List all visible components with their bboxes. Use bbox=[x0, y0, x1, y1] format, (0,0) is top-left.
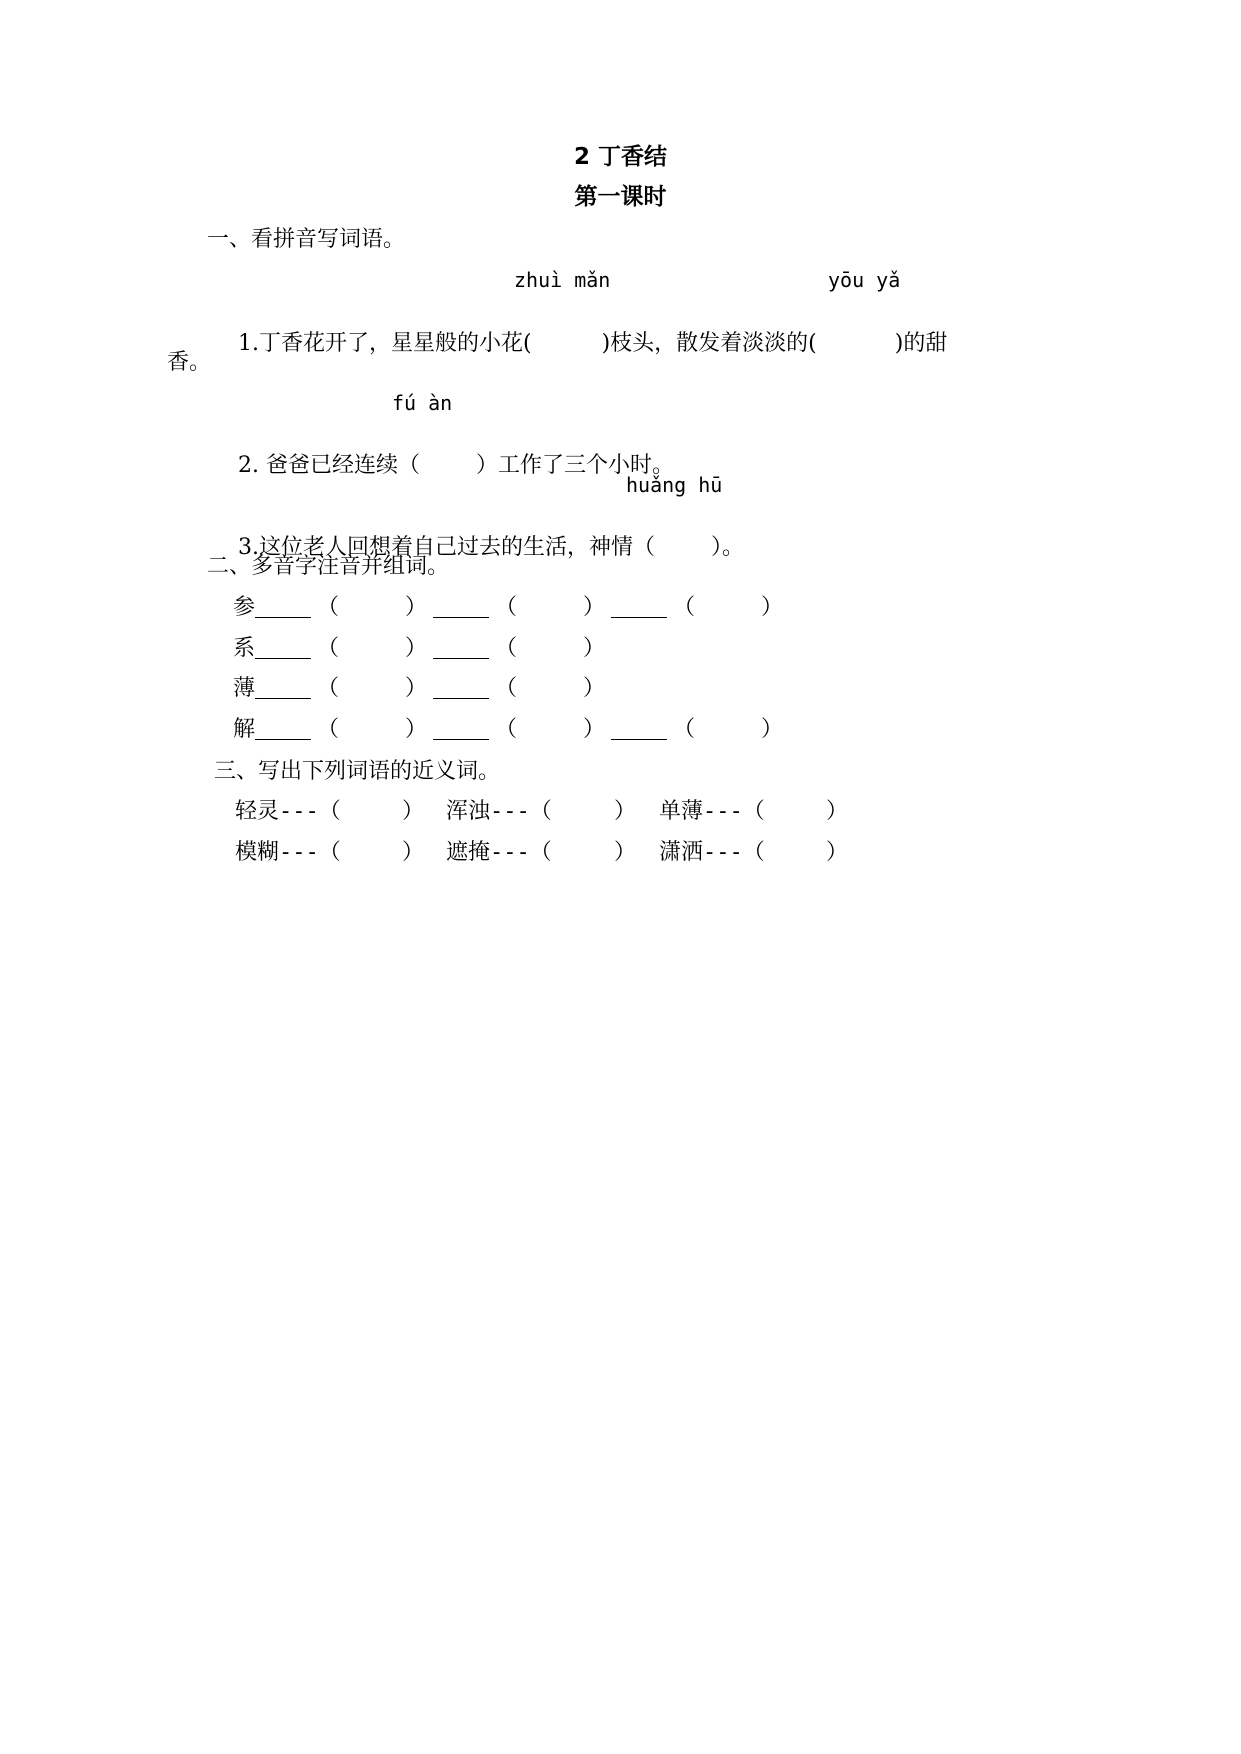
word-blank[interactable] bbox=[519, 597, 585, 621]
pinyin-blank-line[interactable] bbox=[433, 617, 489, 618]
close-paren: ） bbox=[583, 717, 606, 742]
open-paren: （ bbox=[673, 717, 696, 742]
q1-text-part2: )枝头，散发着淡淡的( bbox=[601, 331, 817, 356]
q3-text-part2: ）。 bbox=[710, 535, 744, 560]
pinyin-blank-line[interactable] bbox=[433, 658, 489, 659]
open-paren: （ bbox=[317, 595, 340, 620]
close-paren: ） bbox=[761, 717, 784, 742]
open-paren: （ bbox=[317, 636, 340, 661]
q1-pinyin-a: zhuì mǎn bbox=[514, 268, 611, 292]
close-paren: ） bbox=[405, 717, 428, 742]
q1-text-part1: 1.丁香花开了，星星般的小花( bbox=[237, 331, 532, 356]
close-paren: ） bbox=[761, 595, 784, 620]
close-paren: ） bbox=[583, 676, 606, 701]
synonym-blank[interactable] bbox=[561, 801, 611, 825]
open-paren: （ bbox=[495, 636, 518, 661]
q3-pinyin: huǎng hū bbox=[626, 473, 723, 497]
section1-heading: 一、看拼音写词语。 bbox=[207, 227, 406, 252]
word-blank[interactable] bbox=[519, 719, 585, 743]
synonym-blank[interactable] bbox=[561, 842, 611, 866]
word-blank[interactable] bbox=[341, 719, 407, 743]
q2-line bbox=[210, 433, 674, 499]
synonym-prompt: 模糊---（ bbox=[235, 840, 341, 865]
close-paren: ） bbox=[614, 799, 637, 824]
close-paren: ） bbox=[405, 676, 428, 701]
close-paren: ） bbox=[826, 799, 849, 824]
open-paren: （ bbox=[317, 676, 340, 701]
pinyin-blank-line[interactable] bbox=[433, 739, 489, 740]
word-blank[interactable] bbox=[519, 638, 585, 662]
word-blank[interactable] bbox=[697, 597, 763, 621]
section2-heading: 二、多音字注音并组词。 bbox=[207, 554, 450, 579]
polyphone-char: 系 bbox=[233, 636, 256, 661]
pinyin-blank-line[interactable] bbox=[255, 617, 311, 618]
q2-text-part1: 2. 爸爸已经连续（ bbox=[237, 453, 420, 478]
synonym-prompt: 遮掩---（ bbox=[446, 840, 552, 865]
word-blank[interactable] bbox=[519, 678, 585, 702]
synonym-blank[interactable] bbox=[774, 801, 824, 825]
q1-text-part3: )的甜 bbox=[894, 331, 948, 356]
pinyin-blank-line[interactable] bbox=[433, 698, 489, 699]
close-paren: ） bbox=[583, 636, 606, 661]
word-blank[interactable] bbox=[341, 597, 407, 621]
page-subtitle: 第一课时 bbox=[574, 184, 667, 210]
open-paren: （ bbox=[495, 717, 518, 742]
pinyin-blank-line[interactable] bbox=[255, 658, 311, 659]
pinyin-blank-line[interactable] bbox=[611, 739, 667, 740]
pinyin-blank-line[interactable] bbox=[255, 698, 311, 699]
pinyin-blank-line[interactable] bbox=[611, 617, 667, 618]
close-paren: ） bbox=[405, 595, 428, 620]
synonym-blank[interactable] bbox=[774, 842, 824, 866]
q1-pinyin-b: yōu yǎ bbox=[828, 268, 901, 292]
q2-text-part2: ）工作了三个小时。 bbox=[475, 453, 674, 478]
word-blank[interactable] bbox=[341, 678, 407, 702]
word-blank[interactable] bbox=[341, 638, 407, 662]
polyphone-char: 薄 bbox=[233, 676, 256, 701]
close-paren: ） bbox=[614, 840, 637, 865]
close-paren: ） bbox=[405, 636, 428, 661]
word-blank[interactable] bbox=[697, 719, 763, 743]
close-paren: ） bbox=[583, 595, 606, 620]
synonym-prompt: 浑浊---（ bbox=[446, 799, 552, 824]
pinyin-blank-line[interactable] bbox=[255, 739, 311, 740]
polyphone-char: 参 bbox=[233, 595, 256, 620]
synonym-prompt: 轻灵---（ bbox=[235, 799, 341, 824]
close-paren: ） bbox=[826, 840, 849, 865]
open-paren: （ bbox=[495, 676, 518, 701]
q1-line1 bbox=[210, 311, 947, 377]
q2-pinyin: fú àn bbox=[392, 391, 453, 415]
open-paren: （ bbox=[673, 595, 696, 620]
synonym-prompt: 潇洒---（ bbox=[659, 840, 765, 865]
polyphone-char: 解 bbox=[233, 717, 256, 742]
open-paren: （ bbox=[317, 717, 340, 742]
q3-text-part1: 3.这位老人回想着自己过去的生活，神情（ bbox=[237, 535, 655, 560]
synonym-blank[interactable] bbox=[350, 801, 400, 825]
q1-line2: 香。 bbox=[167, 350, 212, 375]
page-title: 2 丁香结 bbox=[573, 144, 667, 170]
section3-heading: 三、写出下列词语的近义词。 bbox=[214, 759, 501, 784]
synonym-prompt: 单薄---（ bbox=[659, 799, 765, 824]
synonym-blank[interactable] bbox=[350, 842, 400, 866]
open-paren: （ bbox=[495, 595, 518, 620]
close-paren: ） bbox=[402, 799, 425, 824]
close-paren: ） bbox=[402, 840, 425, 865]
